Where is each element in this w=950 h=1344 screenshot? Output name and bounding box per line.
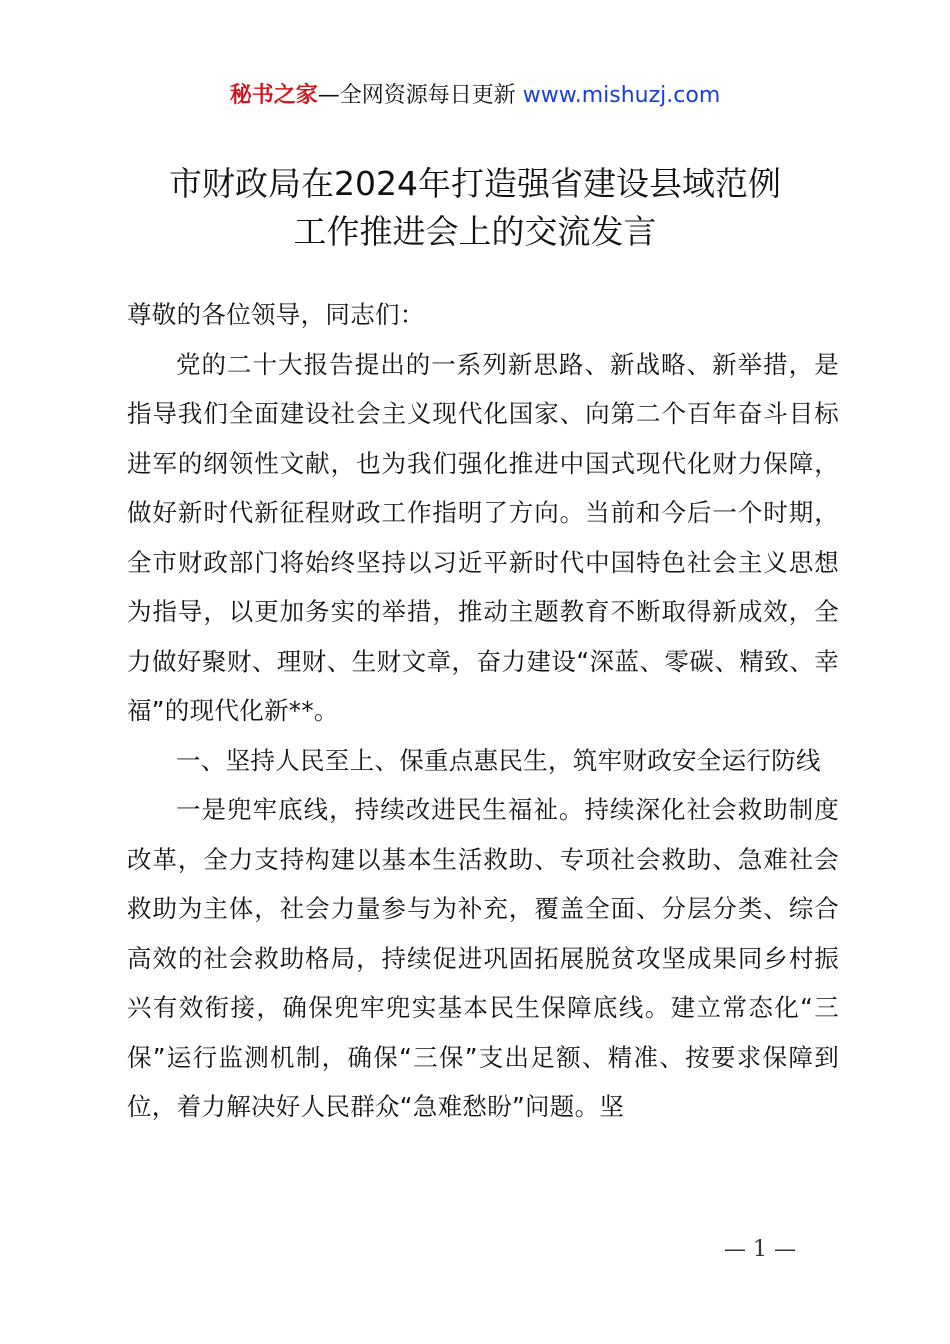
paragraph-intro: 党的二十大报告提出的一系列新思路、新战略、新举措，是指导我们全面建设社会主义现代化国家、向第二个百年奋斗目标进军的纲领性文献，也为我们强化推进中国式现代化财力保障，做好新时代新征程财政工作指明了方向。当前和今后一个时期，全市财政部门将始终坚持以习近平新时代中国特色社会主义思想为指导，以更加务实的举措，推动主题教育不断取得新成效，全力做好聚财、理财、生财文章，奋力建设“深蓝、零碳、精致、幸福”的现代化新**。 [127,349,839,725]
title-line-1: 市财政局在2024年打造强省建设县域范例 [169,164,781,203]
site-header [0,80,950,112]
salutation: 尊敬的各位领导，同志们： [127,300,425,329]
header-tagline: —全网资源每日更新 [317,83,516,108]
document-body [127,290,839,1132]
paragraph-section-1: 一是兜牢底线，持续改进民生福祉。持续深化社会救助制度改革，全力支持构建以基本生活救助、专项社会救助、急难社会救助为主体，社会力量参与为补充，覆盖全面、分层分类、综合高效的社会救助格局，持续促进巩固拓展脱贫攻坚成果同乡村振兴有效衔接，确保兜牢兜实基本民生保障底线。建立常态化“三保”运行监测机制，确保“三保”支出足额、精准、按要求保障到位，着力解决好人民群众“急难愁盼”问题。坚 [127,795,839,1121]
site-url-link[interactable]: www.mishuzj.com [522,83,721,108]
page-number: — 1 — [724,1237,796,1262]
document-title [0,160,950,256]
title-line-2: 工作推进会上的交流发言 [293,212,657,251]
brand-name: 秘书之家 [229,83,318,108]
section-heading-1: 一、坚持人民至上、保重点惠民生，筑牢财政安全运行防线 [176,745,821,775]
